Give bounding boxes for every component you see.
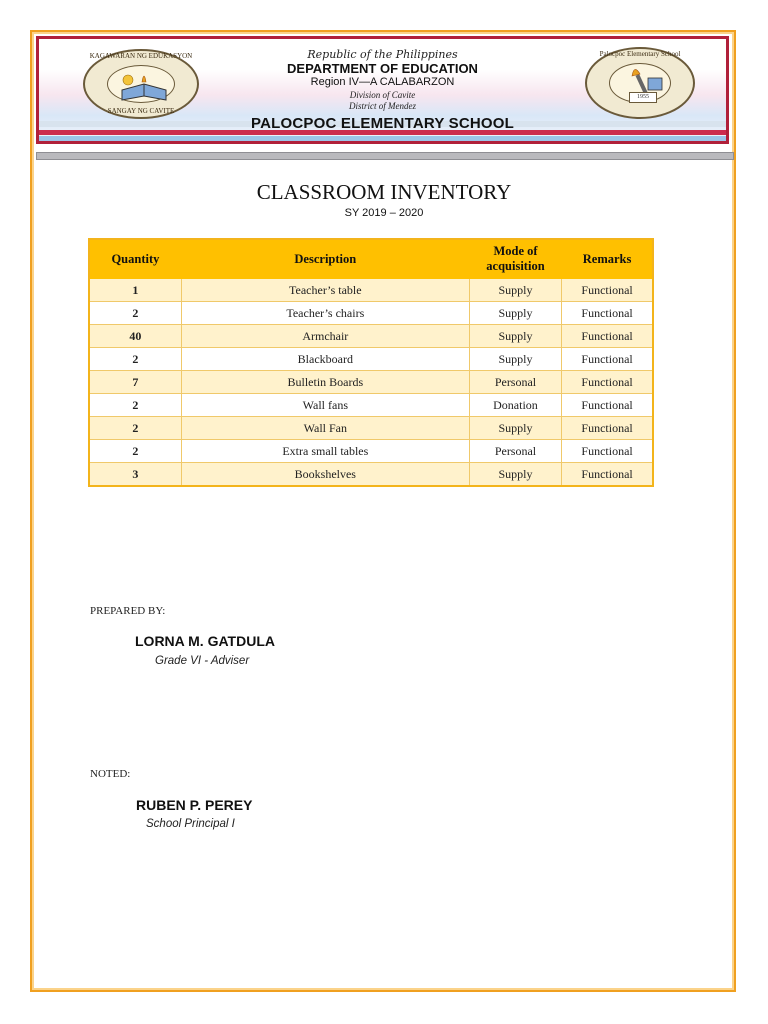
description-cell: Blackboard — [181, 348, 469, 371]
remarks-cell: Functional — [562, 417, 653, 440]
remarks-cell: Functional — [562, 279, 653, 302]
table-row — [89, 417, 653, 440]
remarks-cell: Functional — [562, 348, 653, 371]
quantity-cell: 7 — [89, 371, 181, 394]
description-cell: Bookshelves — [181, 463, 469, 487]
table-row — [89, 325, 653, 348]
table-row — [89, 371, 653, 394]
column-header: Description — [181, 239, 469, 279]
table-row — [89, 348, 653, 371]
mode-cell: Supply — [469, 463, 561, 487]
description-cell: Wall Fan — [181, 417, 469, 440]
mode-cell: Supply — [469, 417, 561, 440]
quantity-cell: 1 — [89, 279, 181, 302]
remarks-cell: Functional — [562, 440, 653, 463]
mode-cell: Donation — [469, 394, 561, 417]
remarks-cell: Functional — [562, 371, 653, 394]
description-cell: Wall fans — [181, 394, 469, 417]
mode-cell: Supply — [469, 348, 561, 371]
seal-text: Palocpoc Elementary School — [599, 50, 681, 58]
prepared-by-role: Grade VI - Adviser — [155, 655, 250, 667]
mode-cell: Supply — [469, 279, 561, 302]
mode-cell: Supply — [469, 325, 561, 348]
noted-label: NOTED: — [90, 768, 131, 780]
table-header-row — [89, 239, 653, 279]
quantity-cell: 40 — [89, 325, 181, 348]
page-border — [30, 30, 736, 992]
noted-by-role: School Principal I — [146, 818, 235, 830]
school-name: PALOCPOC ELEMENTARY SCHOOL — [251, 115, 514, 132]
noted-by-name: RUBEN P. PEREY — [136, 797, 253, 813]
inventory-table — [88, 238, 654, 487]
school-seal-logo — [585, 47, 695, 119]
quantity-cell: 3 — [89, 463, 181, 487]
remarks-cell: Functional — [562, 325, 653, 348]
quantity-cell: 2 — [89, 440, 181, 463]
department-line: DEPARTMENT OF EDUCATION — [287, 61, 478, 76]
divider-bar — [36, 152, 734, 160]
quantity-cell: 2 — [89, 348, 181, 371]
mode-cell: Personal — [469, 371, 561, 394]
prepared-by-label: PREPARED BY: — [90, 605, 166, 617]
school-year: SY 2019 – 2020 — [344, 207, 424, 219]
description-cell: Teacher’s chairs — [181, 302, 469, 325]
letterhead — [36, 36, 729, 144]
table-row — [89, 394, 653, 417]
column-header: Quantity — [89, 239, 181, 279]
document-title: CLASSROOM INVENTORY — [256, 180, 512, 204]
republic-line: Republic of the Philippines — [307, 48, 458, 61]
quantity-cell: 2 — [89, 417, 181, 440]
mode-cell: Personal — [469, 440, 561, 463]
remarks-cell: Functional — [562, 463, 653, 487]
region-line: Region IV—A CALABARZON — [310, 76, 455, 88]
division-line: Division of Cavite — [349, 90, 416, 100]
description-cell: Teacher’s table — [181, 279, 469, 302]
table-row — [89, 279, 653, 302]
header-stripe — [39, 136, 726, 141]
remarks-cell: Functional — [562, 394, 653, 417]
column-header: Mode of acquisition — [469, 239, 561, 279]
seal-year: 1955 — [629, 92, 657, 103]
seal-text: SANGAY NG CAVITE — [107, 107, 175, 115]
district-line: District of Mendez — [349, 101, 416, 111]
table-row — [89, 440, 653, 463]
quantity-cell: 2 — [89, 302, 181, 325]
seal-text: KAGAWARAN NG EDUKASYON — [89, 52, 193, 60]
quantity-cell: 2 — [89, 394, 181, 417]
description-cell: Armchair — [181, 325, 469, 348]
column-header: Remarks — [562, 239, 653, 279]
table-row — [89, 302, 653, 325]
description-cell: Extra small tables — [181, 440, 469, 463]
remarks-cell: Functional — [562, 302, 653, 325]
description-cell: Bulletin Boards — [181, 371, 469, 394]
prepared-by-name: LORNA M. GATDULA — [135, 633, 275, 649]
table-row — [89, 463, 653, 487]
mode-cell: Supply — [469, 302, 561, 325]
